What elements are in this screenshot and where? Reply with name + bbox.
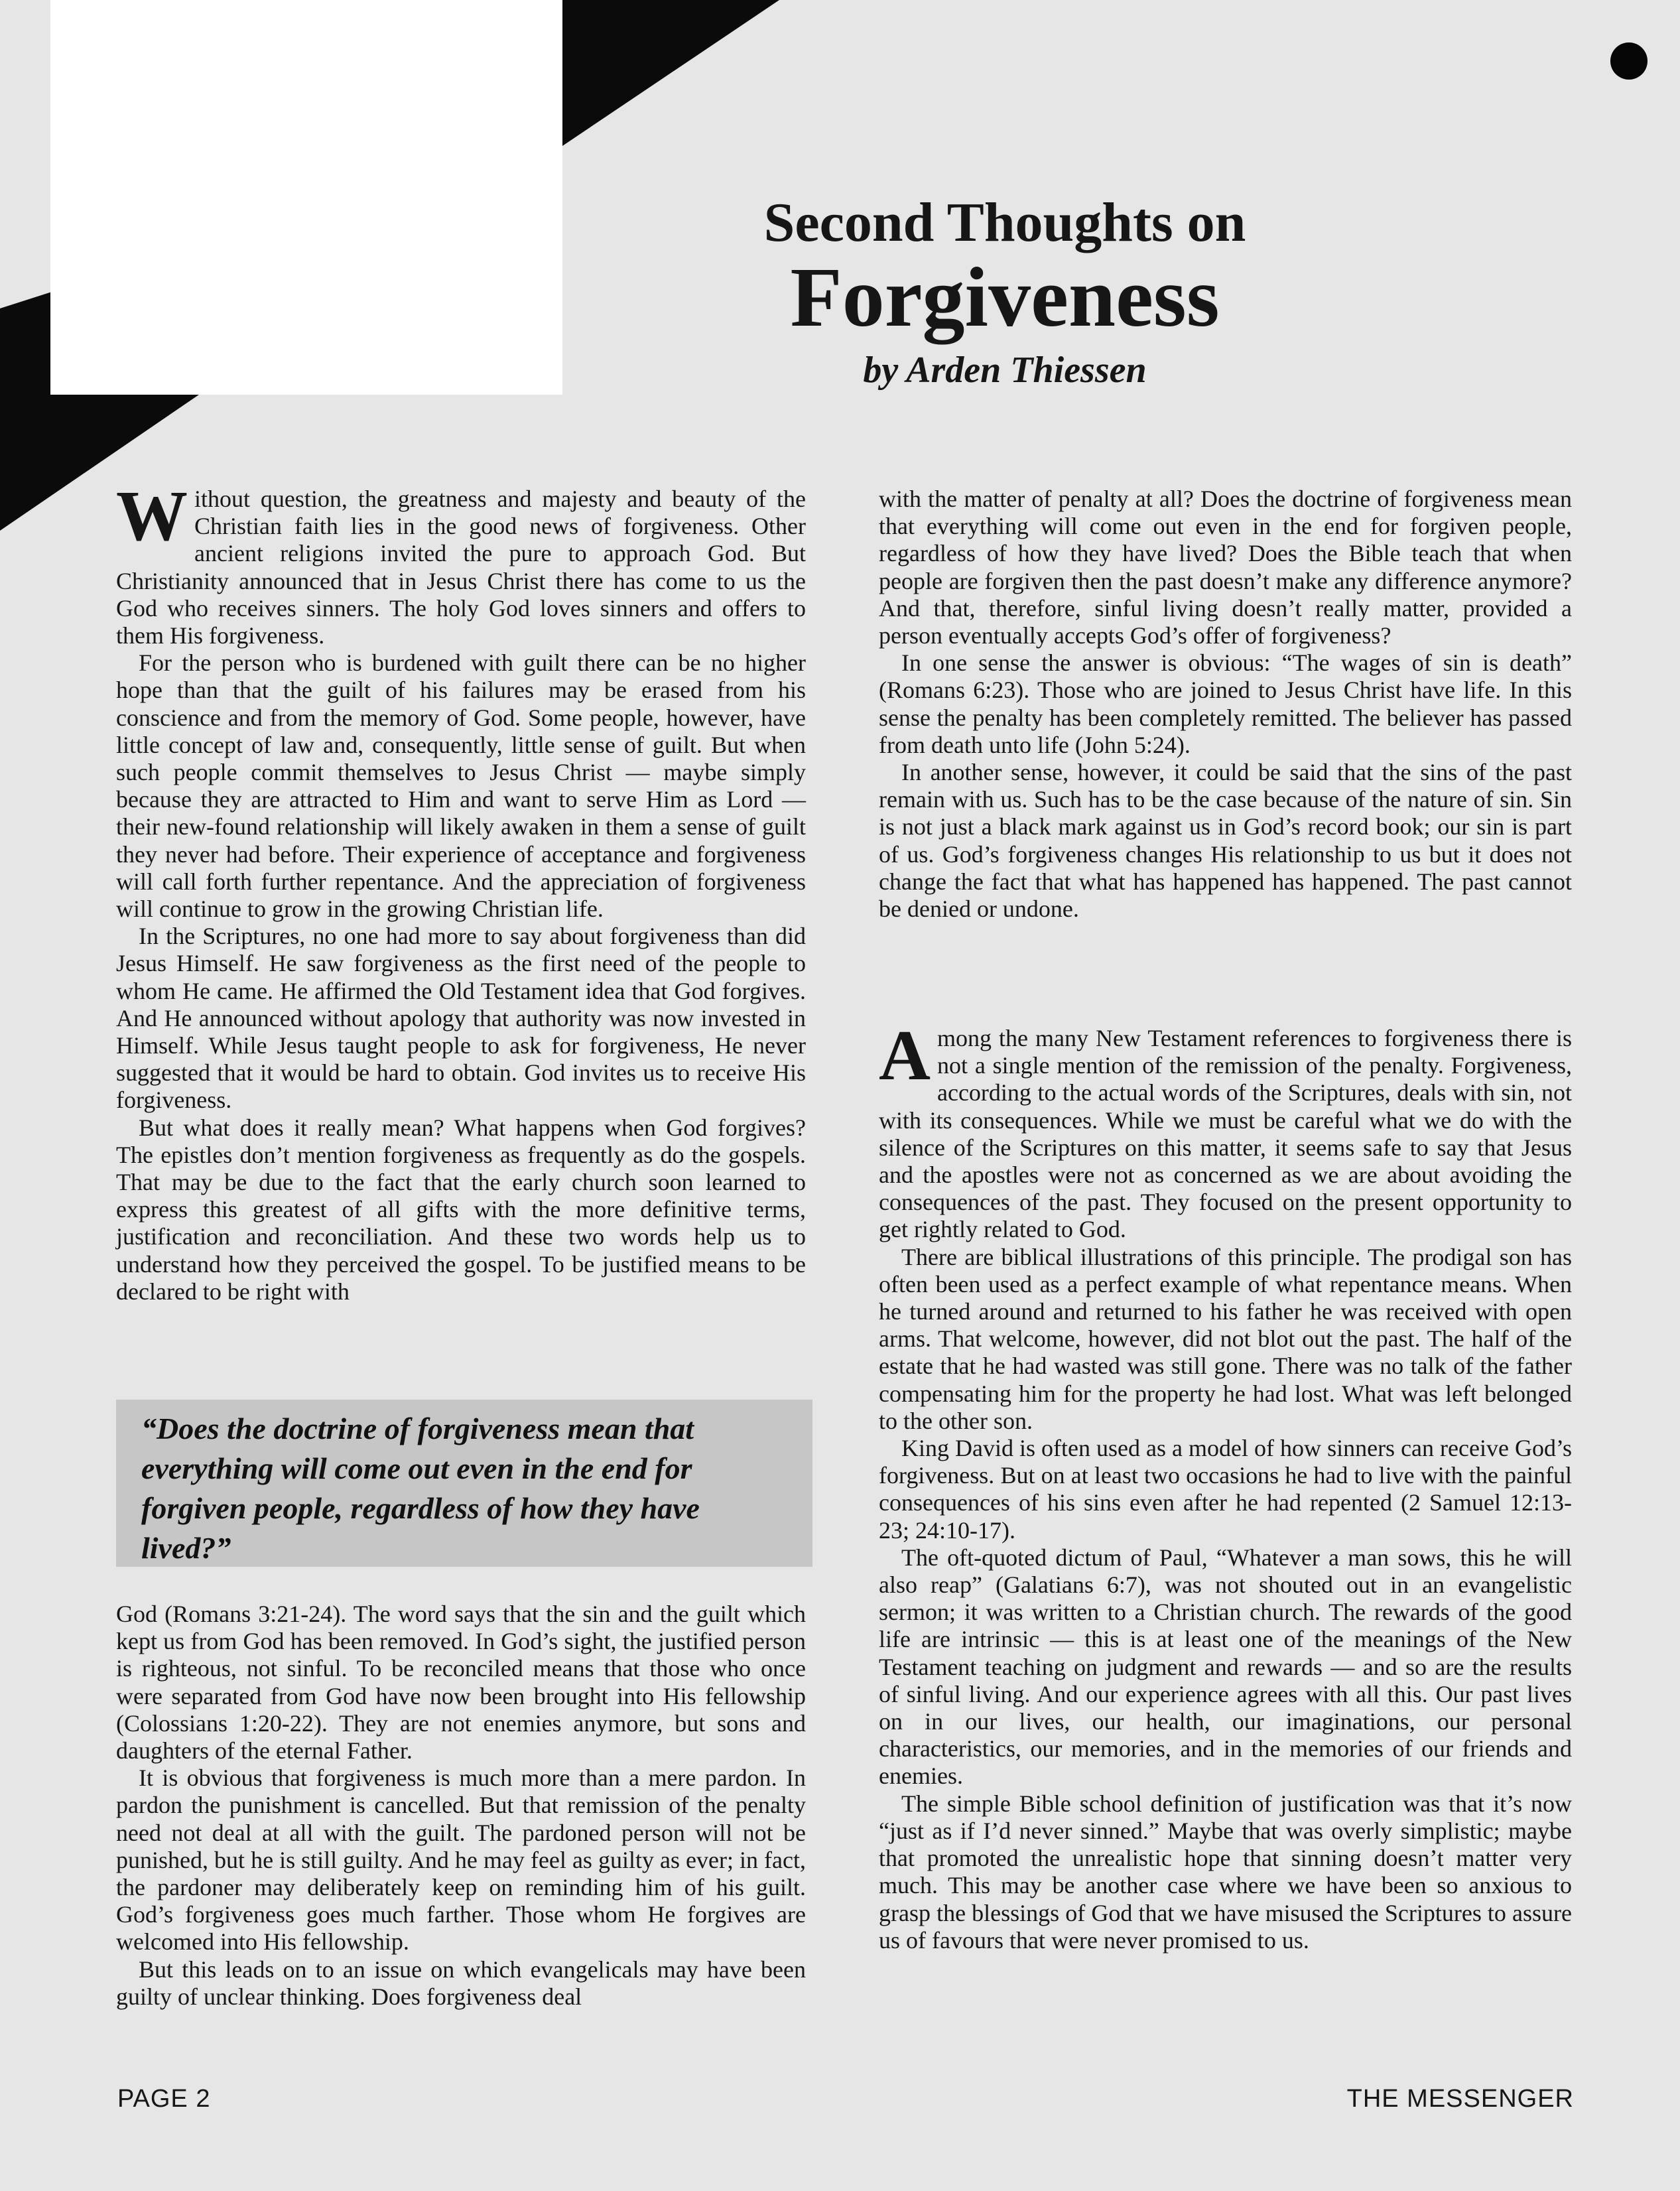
page-number: PAGE 2 [117, 2085, 211, 2113]
paragraph: For the person who is burdened with guilt there can be no higher hope than that the guilt of his failures may be erased from his conscience and from the memory of God. Some people, however, have little concept of law and, consequently, little sense of guilt. But when such people commit themselves to Jesus Christ — maybe simply because they are attracted to Him and want to serve Him as Lord — their new-found relationship will likely awaken in them a sense of guilt they never had before. Their experience of acceptance and forgiveness will call forth further repentance. And the appreciation of forgiveness will continue to grow in the growing Christian life. [116, 649, 806, 923]
punch-hole [1610, 42, 1648, 80]
pull-quote: “Does the doctrine of forgiveness mean that everything will come out even in the end for forgiven people, regardless of how they have lived?” [116, 1400, 812, 1567]
article-byline: by Arden Thiessen [863, 350, 1147, 391]
paragraph: Without question, the greatness and majesty and beauty of the Christian faith lies in the good news of forgiveness. Other ancient religions invited the pure to approach God. But Christianity announced that in Jesus Christ there has come to us the God who receives sinners. The holy God loves sinners and offers to them His forgiveness. [116, 477, 806, 649]
drop-cap: A [879, 1016, 931, 1095]
paragraph: In another sense, however, it could be said that the sins of the past remain with us. Such has to be the case because of the nature of sin. Sin is not just a black mark against us in God’s record book; our sin is part of us. God’s forgiveness changes His relationship to us but it does not change the fact that what has happened has happened. The past cannot be denied or undone. [879, 759, 1572, 923]
paragraph: The simple Bible school definition of justification was that it’s now “just as if I’d never sinned.” Maybe that was overly simplistic; maybe that promoted the unrealistic hope that sinning doesn’t matter very much. This may be another case where we have been so anxious to grasp the blessings of God that we have misused the Scriptures to assure us of favours that were never promised to us. [879, 1790, 1572, 1954]
blank-white-box [50, 0, 562, 395]
paragraph: The oft-quoted dictum of Paul, “Whatever a man sows, this he will also reap” (Galatians 6:7), was not shouted out in an evangelistic sermon; it was written to a Christian church. The rewards of the good life are intrinsic — this is at least one of the meanings of the New Testament teaching on judgment and rewards — and so are the results of sinful living. And our experience agrees with all this. Our past lives on in our lives, our health, our imaginations, our personal characteristics, our memories, and in the memories of our friends and enemies. [879, 1544, 1572, 1790]
drop-cap: W [116, 477, 188, 556]
paragraph: Among the many New Testament references to forgiveness there is not a single mention of the remission of the penalty. Forgiveness, according to the actual words of the Scriptures, deals with sin, not with its consequences. While we must be careful what we do with the silence of the Scriptures on this matter, it seems safe to say that Jesus and the apostles were not as concerned as we are about avoiding the consequences of the past. They focused on the present opportunity to get rightly related to God. [879, 1016, 1572, 1243]
paragraph: God (Romans 3:21-24). The word says that the sin and the guilt which kept us from God has been removed. In God’s sight, the justified person is righteous, not sinful. To be reconciled means that those who once were separated from God have now been brought into His fellowship (Colossians 1:20-22). They are not enemies anymore, but sons and daughters of the eternal Father. [116, 1601, 806, 1764]
article-title-line1: Second Thoughts on [763, 192, 1246, 253]
black-banner-top [562, 0, 779, 146]
paragraph: But what does it really mean? What happens when God forgives? The epistles don’t mention forgiveness as frequently as do the gospels. That may be due to the fact that the early church soon learned to express this greatest of all gifts with the more definitive terms, justification and reconciliation. And these two words help us to understand how they perceived the gospel. To be justified means to be declared to be right with [116, 1114, 806, 1305]
right-column-bottom [879, 1016, 1572, 1954]
paragraph: with the matter of penalty at all? Does the doctrine of forgiveness mean that everything will come out even in the end for forgiven people, regardless of how they have lived? Does the Bible teach that when people are forgiven then the past doesn’t make any difference anymore? And that, therefore, sinful living doesn’t really matter, provided a person eventually accepts God’s offer of forgiveness? [879, 486, 1572, 649]
paragraph: But this leads on to an issue on which evangelicals may have been guilty of unclear thinking. Does forgiveness deal [116, 1956, 806, 2010]
left-column-bottom [116, 1601, 806, 2011]
left-column-top [116, 477, 806, 1305]
paragraph: In one sense the answer is obvious: “The wages of sin is death” (Romans 6:23). Those who are joined to Jesus Christ have life. In this sense the penalty has been completely remitted. The believer has passed from death unto life (John 5:24). [879, 649, 1572, 758]
article-header [663, 194, 1346, 391]
publication-name: THE MESSENGER [1346, 2085, 1574, 2113]
paragraph: It is obvious that forgiveness is much more than a mere pardon. In pardon the punishment is cancelled. But that remission of the penalty need not deal at all with the guilt. The pardoned person will not be punished, but he is still guilty. And he may feel as guilty as ever; in fact, the pardoner may deliberately keep on reminding him of his guilt. God’s forgiveness goes much farther. Those whom He forgives are welcomed into His fellowship. [116, 1764, 806, 1956]
paragraph: There are biblical illustrations of this principle. The prodigal son has often been used as a perfect example of what repentance means. When he turned around and returned to his father he was received with open arms. That welcome, however, did not blot out the past. The half of the estate that he had wasted was still gone. There was no talk of the father compensating him for the property he had lost. What was left belonged to the other son. [879, 1243, 1572, 1434]
article-title-main: Forgiveness [790, 250, 1220, 345]
right-column-top [879, 486, 1572, 923]
paragraph: In the Scriptures, no one had more to say about forgiveness than did Jesus Himself. He saw forgiveness as the first need of the people to whom He came. He affirmed the Old Testament idea that God forgives. And He announced without apology that authority was now invested in Himself. While Jesus taught people to ask for forgiveness, He never suggested that it would be hard to obtain. God invites us to receive His forgiveness. [116, 923, 806, 1114]
paragraph: King David is often used as a model of how sinners can receive God’s forgiveness. But on at least two occasions he had to live with the painful consequences of his sins even after he had repented (2 Samuel 12:13-23; 24:10-17). [879, 1435, 1572, 1544]
